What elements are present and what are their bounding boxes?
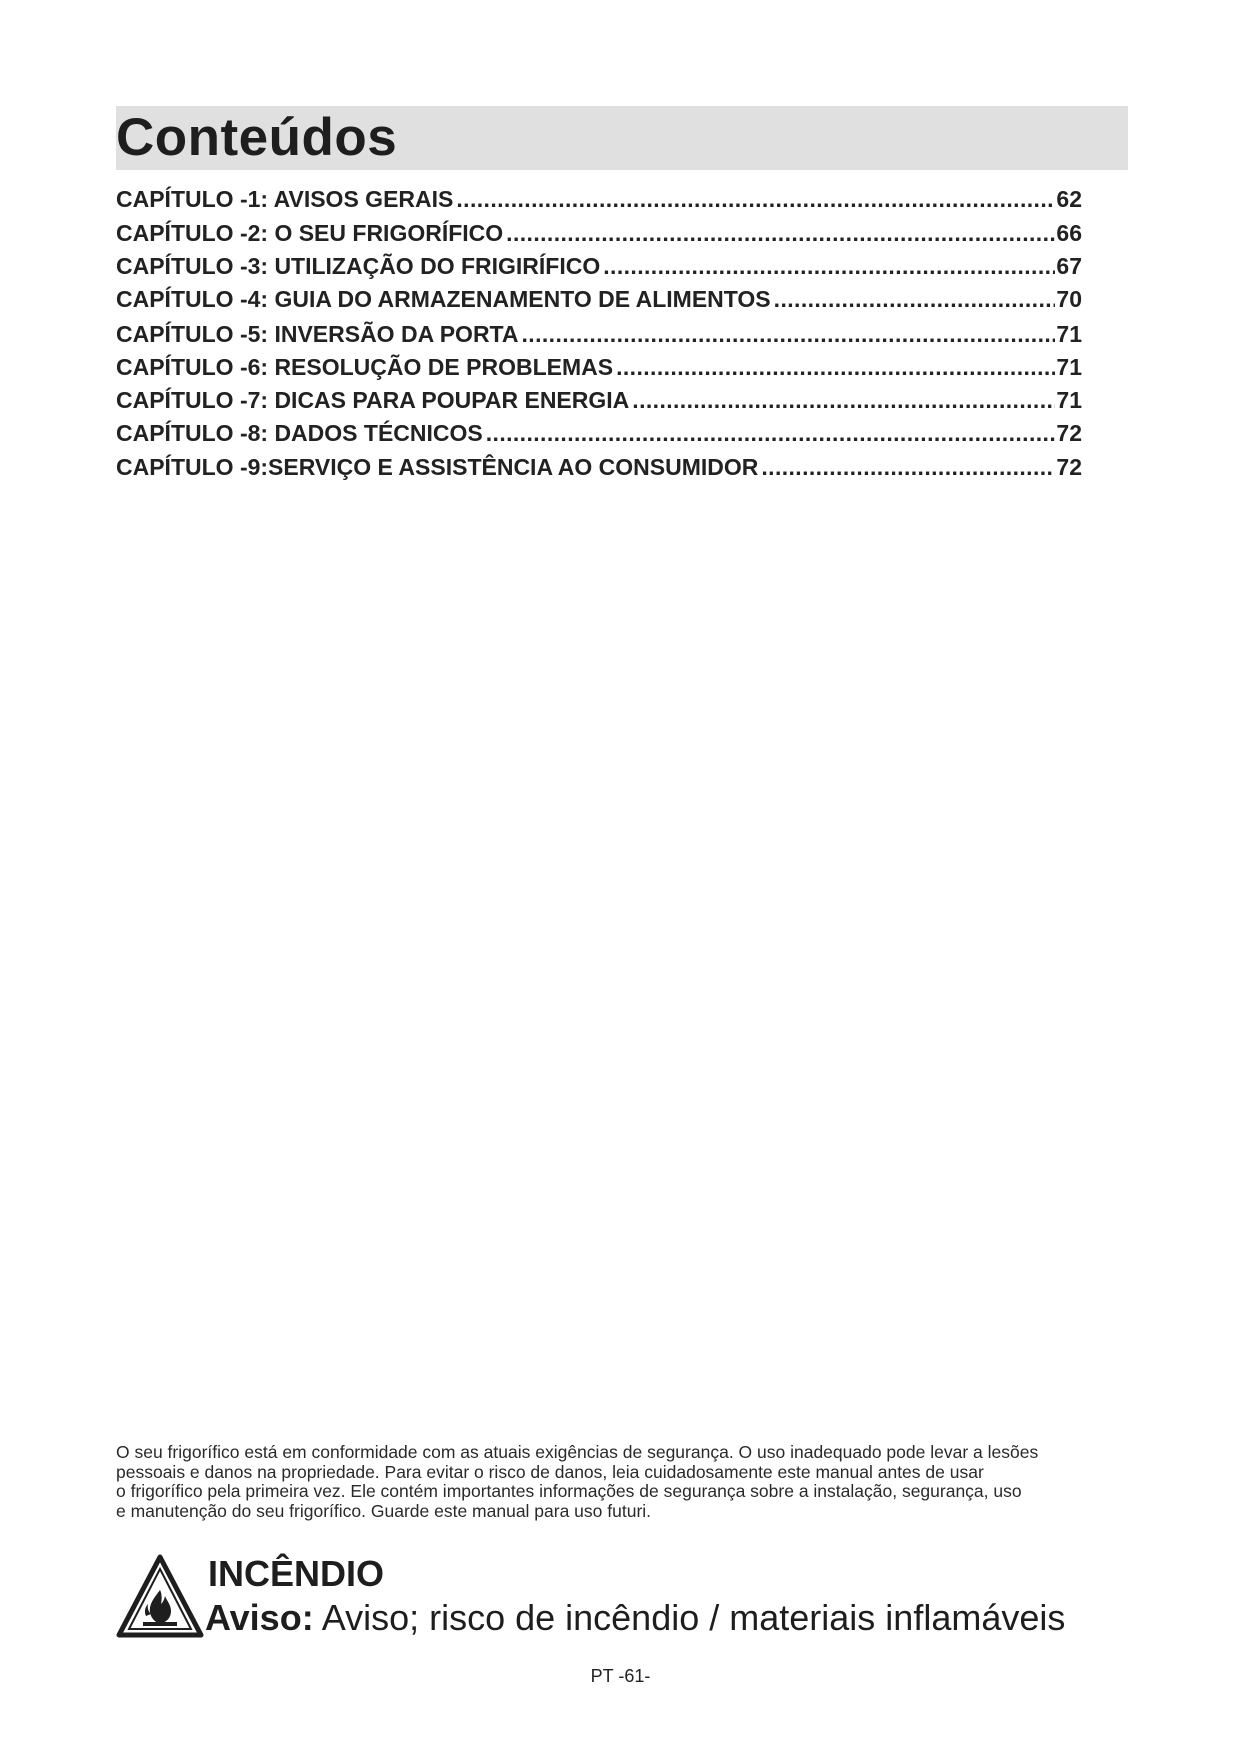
toc-entry-page: 70	[1056, 286, 1082, 312]
toc-entry[interactable]	[116, 454, 1082, 484]
toc-entry-page: 71	[1056, 354, 1082, 380]
toc-entry-page: 72	[1056, 420, 1082, 446]
toc-entry-page: 72	[1056, 454, 1082, 480]
intro-line: o frigorífico pela primeira vez. Ele contém importantes informações de segurança sobre a instalação, segurança, uso	[116, 1481, 1022, 1501]
toc-entry[interactable]	[116, 286, 1082, 316]
toc-entry-label: CAPÍTULO -9:SERVIÇO E ASSISTÊNCIA AO CONSUMIDOR	[116, 454, 759, 480]
toc-dot-leader	[632, 387, 1055, 414]
toc-entry-page: 67	[1056, 253, 1082, 279]
toc-entry-label: CAPÍTULO -3: UTILIZAÇÃO DO FRIGIRÍFICO	[116, 253, 601, 279]
page-title: Conteúdos	[116, 108, 398, 167]
intro-line: pessoais e danos na propriedade. Para evitar o risco de danos, leia cuidadosamente este manual antes de usar	[116, 1461, 984, 1482]
toc-entry[interactable]	[116, 387, 1082, 417]
toc-entry-page: 62	[1056, 186, 1082, 212]
toc-entry[interactable]	[116, 354, 1082, 384]
toc-entry-label: CAPÍTULO -6: RESOLUÇÃO DE PROBLEMAS	[116, 354, 614, 380]
warning-line	[205, 1597, 1065, 1639]
warning-label: Aviso:	[205, 1597, 314, 1638]
page-number: PT -61-	[590, 1666, 651, 1686]
toc-entry-label: CAPÍTULO -2: O SEU FRIGORÍFICO	[116, 220, 504, 246]
toc-entry[interactable]	[116, 186, 1082, 216]
safety-intro-paragraph	[116, 1443, 1156, 1521]
toc-dot-leader	[603, 253, 1055, 280]
toc-entry[interactable]	[116, 253, 1082, 283]
intro-line: O seu frigorífico está em conformidade com as atuais exigências de segurança. O uso inadequado pode levar a lesões	[116, 1442, 1039, 1462]
toc-entry-page: 71	[1056, 321, 1082, 347]
toc-entry-label: CAPÍTULO -8: DADOS TÉCNICOS	[116, 420, 483, 446]
toc-dot-leader	[616, 354, 1055, 381]
fire-warning	[116, 1554, 1126, 1644]
warning-title: INCÊNDIO	[208, 1553, 385, 1594]
toc-entry-label: CAPÍTULO -5: INVERSÃO DA PORTA	[116, 321, 519, 347]
toc-entry-label: CAPÍTULO -1: AVISOS GERAIS	[116, 186, 454, 212]
toc-dot-leader	[761, 454, 1055, 481]
fire-hazard-icon	[116, 1554, 204, 1638]
toc-dot-leader	[506, 220, 1055, 247]
warning-text: Aviso; risco de incêndio / materiais inflamáveis	[313, 1597, 1066, 1638]
toc-entry-label: CAPÍTULO -4: GUIA DO ARMAZENAMENTO DE ALIMENTOS	[116, 286, 771, 312]
toc-dot-leader	[456, 186, 1055, 213]
toc-entry-page: 66	[1056, 220, 1082, 246]
toc-dot-leader	[774, 286, 1056, 313]
toc-entry[interactable]	[116, 321, 1082, 351]
toc-dot-leader	[486, 420, 1056, 447]
toc-entry-label: CAPÍTULO -7: DICAS PARA POUPAR ENERGIA	[116, 387, 630, 413]
intro-line: e manutenção do seu frigorífico. Guarde este manual para uso futuri.	[116, 1500, 652, 1521]
toc-entry[interactable]	[116, 220, 1082, 250]
toc-dot-leader	[522, 321, 1056, 348]
toc-entry[interactable]	[116, 420, 1082, 450]
title-bar	[116, 106, 1128, 170]
toc-entry-page: 71	[1056, 387, 1082, 413]
